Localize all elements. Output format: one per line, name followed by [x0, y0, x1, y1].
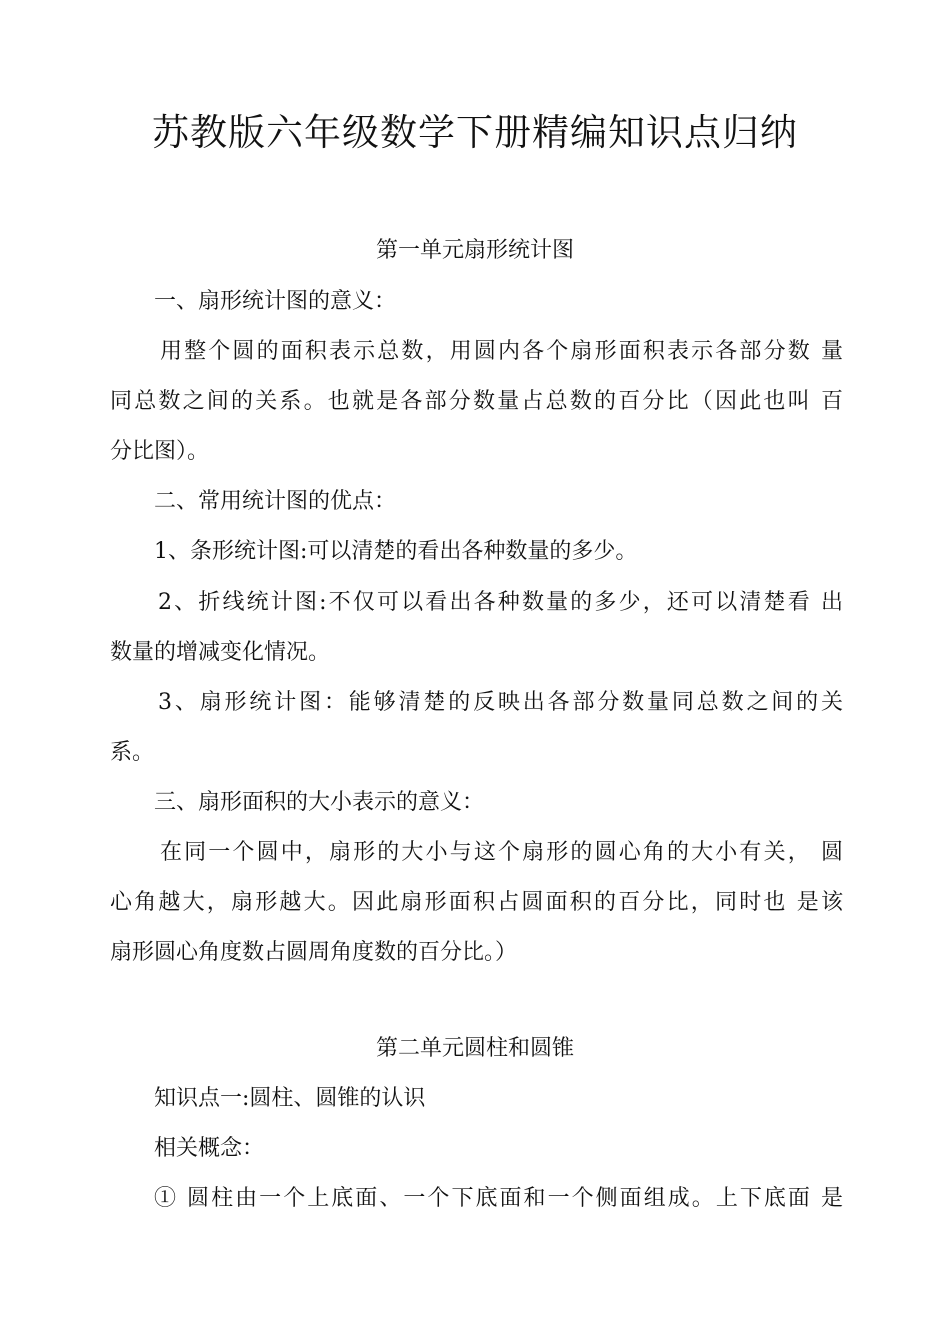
section1-para-line3: 分比图）。 [110, 439, 210, 464]
section3-para-line3: 扇形圆心角度数占圆周角度数的百分比。） [110, 940, 518, 965]
concept-item1-line1: ① 圆柱由一个上底面、一个下底面和一个侧面组成。上下底面 是 [154, 1186, 843, 1211]
section2-item2-line2: 数量的增减变化情况。 [110, 640, 331, 665]
knowledge-point1-heading: 知识点一:圆柱、圆锥的认识 [154, 1086, 426, 1111]
section2-item2-line1: 2、折线统计图:不仅可以看出各种数量的多少，还可以清楚看 出 [158, 590, 843, 615]
section2-heading: 二、常用统计图的优点： [154, 489, 397, 514]
section3-para-line2: 心角越大，扇形越大。因此扇形面积占圆面积的百分比，同时也 是该 [110, 890, 843, 915]
concepts-label: 相关概念： [154, 1136, 265, 1161]
document-title: 苏教版六年级数学下册精编知识点归纳 [152, 111, 798, 154]
section1-para-line1: 用整个圆的面积表示总数，用圆内各个扇形面积表示各部分数 量 [160, 339, 843, 364]
unit2-heading: 第二单元圆柱和圆锥 [375, 1036, 574, 1061]
section2-item3-line1: 3、扇形统计图：能够清楚的反映出各部分数量同总数之间的关 [158, 690, 843, 715]
section2-item1: 1、条形统计图:可以清楚的看出各种数量的多少。 [154, 539, 638, 564]
section1-heading: 一、扇形统计图的意义： [154, 289, 397, 314]
unit1-heading: 第一单元扇形统计图 [375, 238, 574, 263]
section1-para-line2: 同总数之间的关系。也就是各部分数量占总数的百分比（因此也叫 百 [110, 389, 843, 414]
section3-heading: 三、扇形面积的大小表示的意义： [154, 790, 485, 815]
section3-para-line1: 在同一个圆中，扇形的大小与这个扇形的圆心角的大小有关， 圆 [160, 840, 843, 865]
section2-item3-line2: 系。 [110, 740, 155, 765]
